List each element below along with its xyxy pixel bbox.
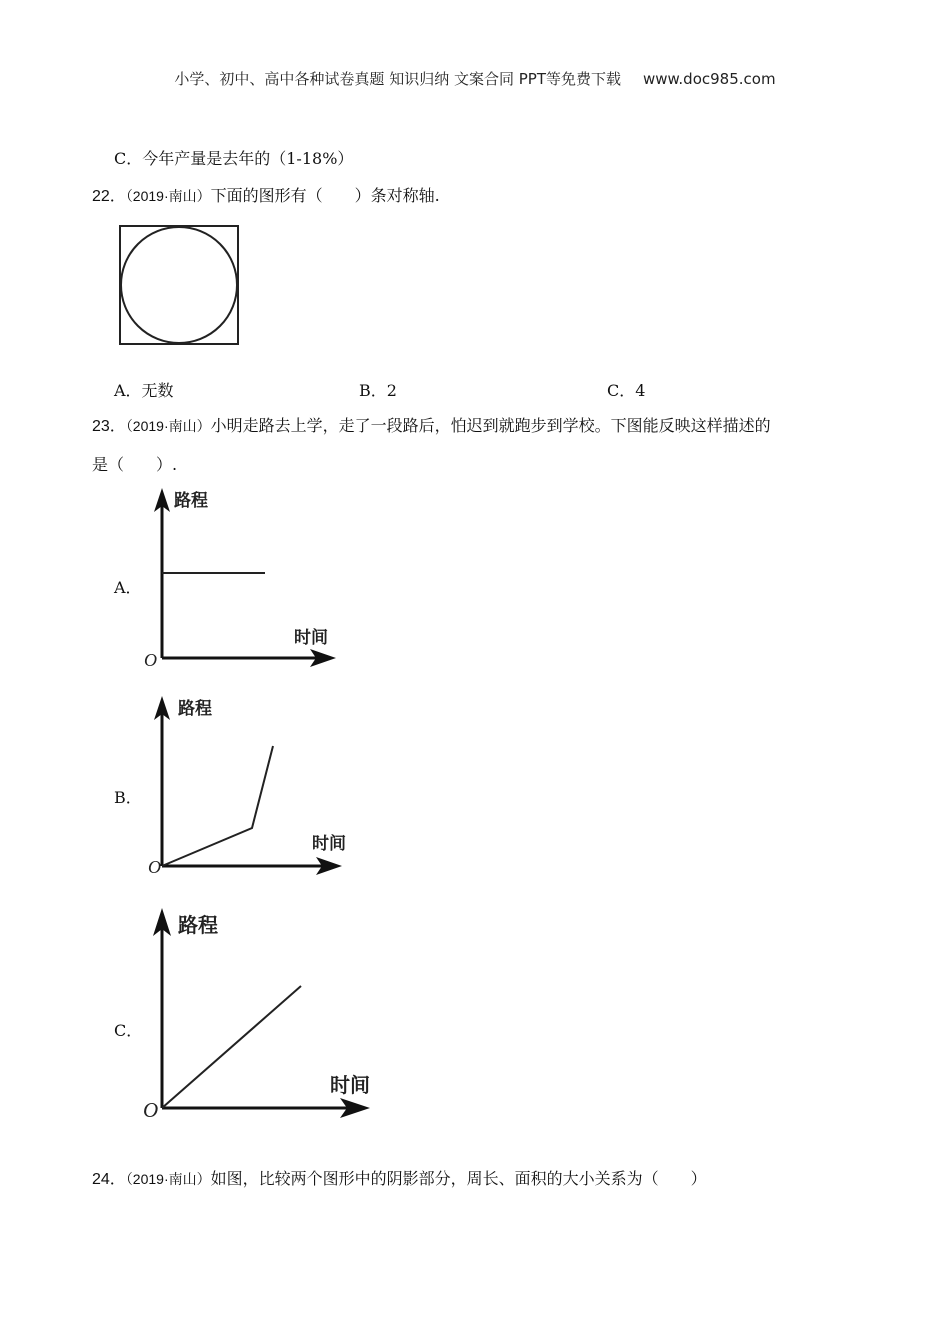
inscribed-circle xyxy=(121,227,237,343)
q24-source: （2019·南山） xyxy=(125,1171,211,1187)
q22-text: 下面的图形有（ ）条对称轴. xyxy=(210,186,440,205)
q21-option-c: C．今年产量是去年的（1-18%） xyxy=(114,149,354,168)
graph-a-label: A． xyxy=(114,578,142,597)
q24-stem xyxy=(92,1166,707,1189)
q22-option-c: C．4 xyxy=(607,381,646,400)
header-text: 小学、初中、高中各种试卷真题 知识归纳 文案合同 PPT等免费下载 xyxy=(174,70,621,88)
graph-c-x-label: 时间 xyxy=(330,1073,370,1097)
header-site: www.doc985.com xyxy=(642,70,776,88)
graph-b-origin: O xyxy=(148,857,161,877)
q24-text: 如图，比较两个图形中的阴影部分，周长、面积的大小关系为（ ） xyxy=(210,1169,707,1188)
graph-c-y-label: 路程 xyxy=(178,913,218,937)
graph-c-series-line xyxy=(162,986,301,1108)
graph-a-x-label: 时间 xyxy=(294,628,328,648)
q22-option-b: B．2 xyxy=(359,381,397,400)
graph-b-label: B． xyxy=(114,788,142,807)
q22-stem xyxy=(92,183,440,206)
q22-option-a: A．无数 xyxy=(114,381,174,400)
q23-text-line1: 小明走路去上学，走了一段路后，怕迟到就跑步到学校。下图能反映这样描述的 xyxy=(210,416,771,435)
q24-number: 24． xyxy=(92,1171,126,1188)
q23-stem-line1 xyxy=(92,413,771,436)
q22-figure xyxy=(116,222,242,348)
graph-a-y-label: 路程 xyxy=(174,491,208,511)
q23-number: 23． xyxy=(92,418,126,435)
q22-source: （2019·南山） xyxy=(125,188,211,204)
graph-b xyxy=(140,690,355,880)
page-header xyxy=(0,68,950,89)
graph-a-origin: O xyxy=(144,650,157,670)
graph-c xyxy=(140,902,380,1124)
graph-b-series-line xyxy=(162,746,273,866)
graph-b-y-label: 路程 xyxy=(178,699,212,719)
q23-stem-line2: 是（ ）. xyxy=(92,455,178,474)
graph-b-x-label: 时间 xyxy=(312,834,346,854)
graph-c-origin: O xyxy=(143,1098,159,1122)
q22-number: 22． xyxy=(92,188,126,205)
q23-source: （2019·南山） xyxy=(125,418,211,434)
graph-c-label: C． xyxy=(114,1021,143,1040)
graph-a xyxy=(138,482,348,672)
